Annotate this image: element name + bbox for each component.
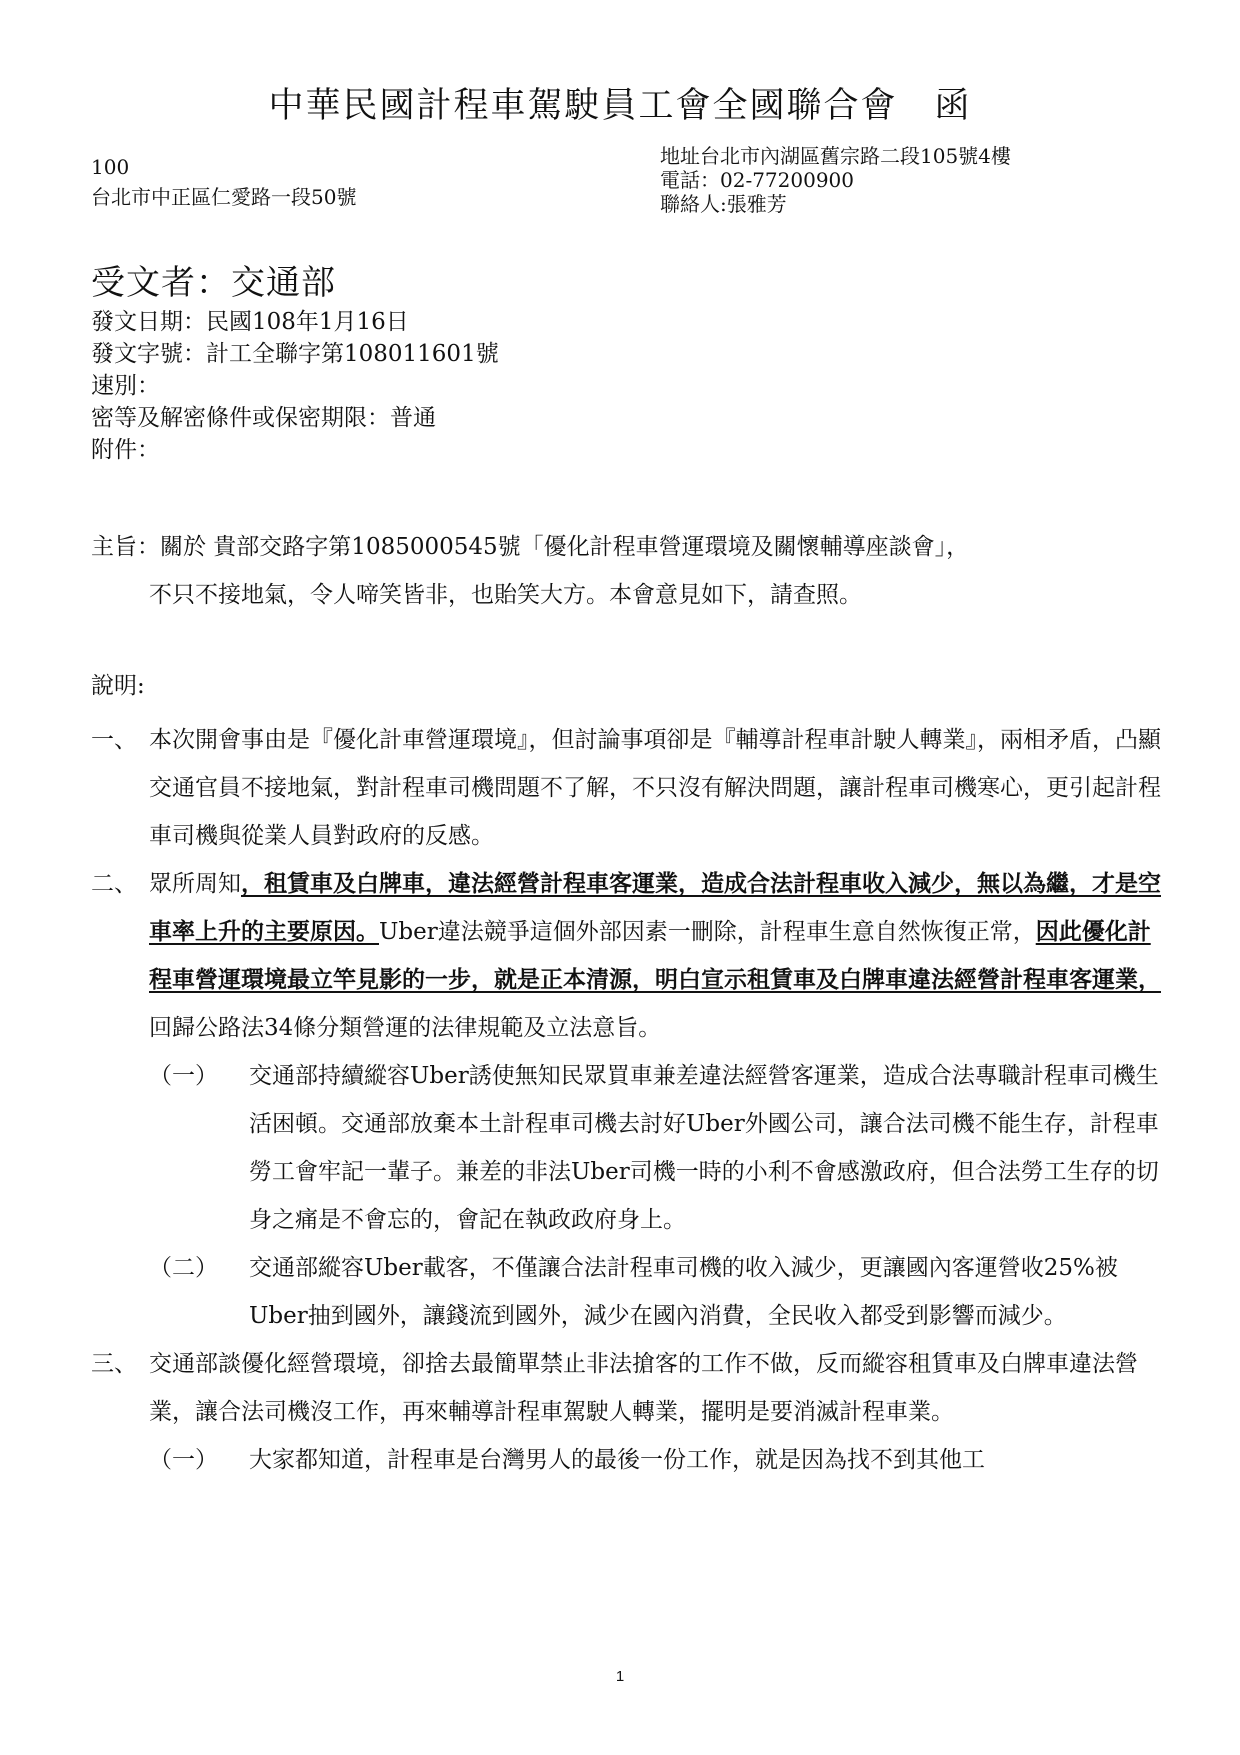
document-meta — [91, 306, 499, 466]
document-title: 中華民國計程車駕駛員工會全國聯合會 函 — [268, 86, 972, 126]
subitem-text: 大家都知道，計程車是台灣男人的最後一份工作，就是因為找不到其他工 — [249, 1447, 985, 1473]
subject-line-1: 主旨：關於 貴部交路字第1085000545號「優化計程車營運環境及關懷輔導座談會」， — [91, 534, 970, 560]
sender-address: 地址台北市內湖區舊宗路二段105號4樓 — [660, 144, 1011, 168]
item-text — [149, 860, 1166, 1052]
attachment: 附件： — [91, 437, 160, 463]
item-text: 本次開會事由是『優化計車營運環境』，但討論事項卻是『輔導計程車計駛人轉業』，兩相矛盾，凸顯交通官員不接地氣，對計程車司機問題不了解，不只沒有解決問題，讓計程車司機寒心，更引起計程車司機與從業人員對政府的反感。 — [149, 727, 1161, 849]
issue-date: 發文日期：民國108年1月16日 — [91, 309, 409, 335]
subitem-number: （一） — [149, 1447, 218, 1473]
recipient-address-block — [91, 152, 356, 212]
recipient: 受文者：交通部 — [91, 263, 336, 303]
confidentiality: 密等及解密條件或保密期限：普通 — [91, 405, 436, 431]
postal-code: 100 — [91, 155, 130, 179]
explanation-item-1 — [91, 716, 1166, 860]
emphasis-text: ，租賃車及白牌車，違法經營計程車客運業，造成合法計程車收入減少，無以為繼，才是空車率上升的主要原因。 — [149, 870, 1161, 945]
subject — [91, 523, 1151, 619]
item-number: 二、 — [91, 871, 137, 897]
item-text-part: 回歸公路法34條分類營運的法律規範及立法意旨。 — [149, 1015, 662, 1041]
speed-class: 速別： — [91, 373, 160, 399]
item-number: 一、 — [91, 727, 137, 753]
explanation-subitem-2-1 — [91, 1052, 1166, 1244]
subitem-number: （一） — [149, 1063, 218, 1089]
subitem-text: 交通部縱容Uber載客，不僅讓合法計程車司機的收入減少，更讓國內客運營收25%被Uber抽到國外，讓錢流到國外，減少在國內消費，全民收入都受到影響而減少。 — [249, 1255, 1118, 1329]
emphasis-text: 因此優化計程車營運環境最立竿見影的一步，就是正本清源，明白宣示租賃車及白牌車違法經營計程車客運業， — [149, 918, 1161, 993]
item-text-part: Uber違法競爭這個外部因素一刪除，計程車生意自然恢復正常， — [379, 919, 1036, 945]
subitem-number: （二） — [149, 1255, 218, 1281]
subject-line-2: 不只不接地氣，令人啼笑皆非，也貽笑大方。本會意見如下，請查照。 — [149, 582, 862, 608]
sender-info-block — [660, 144, 1011, 216]
explanation-section — [91, 662, 1166, 1484]
document-number: 發文字號：計工全聯字第108011601號 — [91, 341, 499, 367]
explanation-item-3 — [91, 1340, 1166, 1436]
subitem-text: 交通部持續縱容Uber誘使無知民眾買車兼差違法經營客運業，造成合法專職計程車司機生活困頓。交通部放棄本土計程車司機去討好Uber外國公司，讓合法司機不能生存，計程車勞工會牢記一輩子。兼差的非法Uber司機一時的小利不會感激政府，但合法勞工生存的切身之痛是不會忘的，會記在執政政府身上。 — [249, 1063, 1159, 1233]
sender-phone: 電話：02-77200900 — [660, 168, 855, 192]
page-number: 1 — [615, 1668, 625, 1685]
explanation-item-2 — [91, 860, 1166, 1052]
item-text-part: 眾所周知 — [149, 871, 241, 897]
item-number: 三、 — [91, 1351, 137, 1377]
explanation-subitem-3-1 — [91, 1436, 1166, 1484]
sender-contact: 聯絡人:張雅芳 — [660, 192, 787, 216]
recipient-address: 台北市中正區仁愛路一段50號 — [91, 185, 357, 209]
explanation-subitem-2-2 — [91, 1244, 1166, 1340]
explanation-heading: 說明: — [91, 673, 145, 699]
item-text: 交通部談優化經營環境，卻捨去最簡單禁止非法搶客的工作不做，反而縱容租賃車及白牌車違法營業，讓合法司機沒工作，再來輔導計程車駕駛人轉業，擺明是要消滅計程車業。 — [149, 1351, 1138, 1425]
